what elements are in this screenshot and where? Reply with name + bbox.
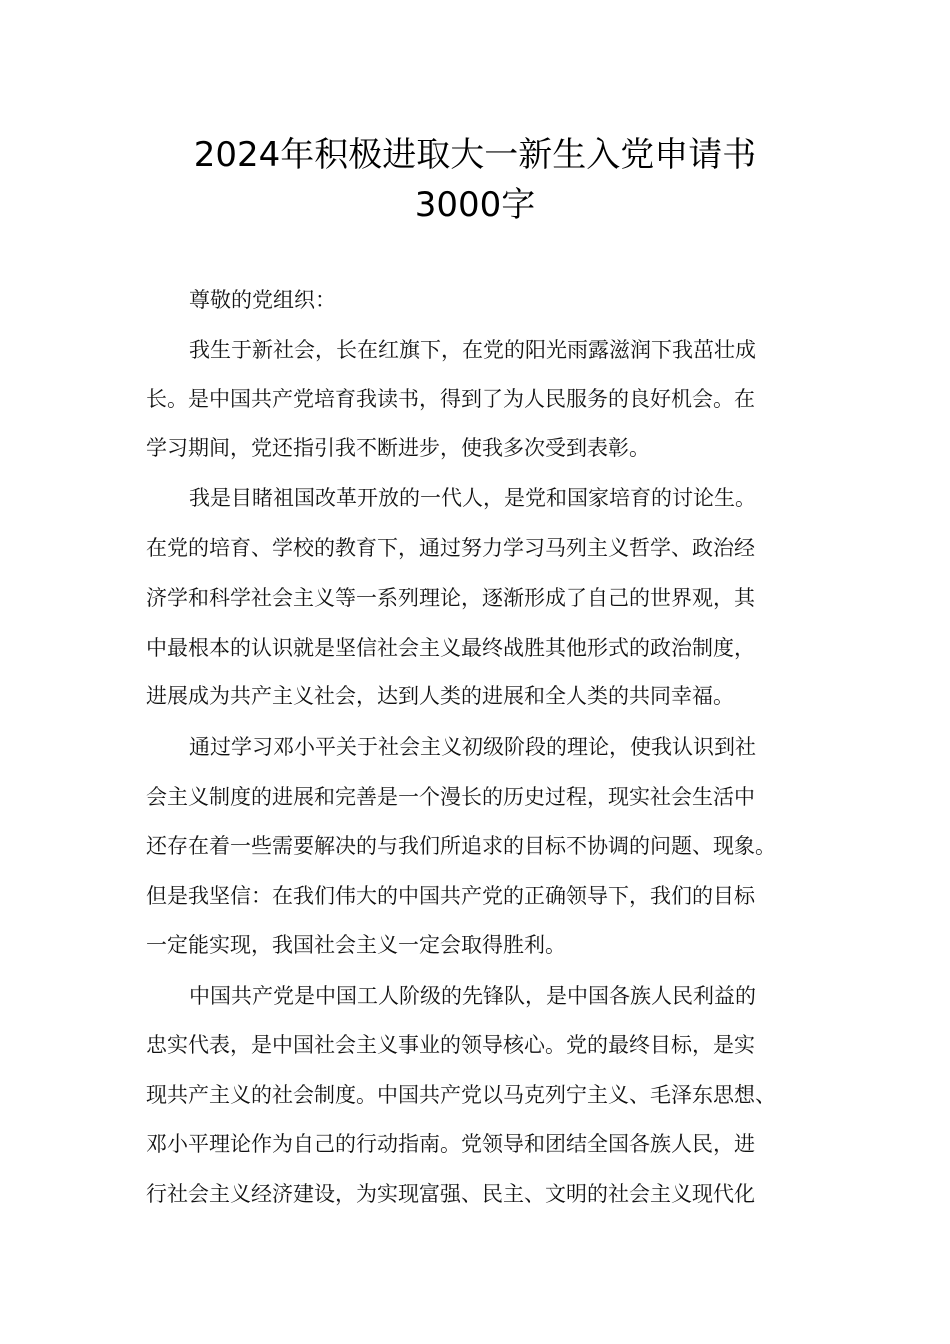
body-line: 忠实代表，是中国社会主义事业的领导核心。党的最终目标，是实 (146, 1033, 755, 1057)
document-title: 2024年积极进取大一新生入党申请书 (193, 135, 757, 175)
body-line: 我生于新社会，长在红旗下，在党的阳光雨露滋润下我茁壮成 (189, 338, 756, 362)
body-line: 学习期间，党还指引我不断进步，使我多次受到表彰。 (146, 436, 650, 460)
body-line: 一定能实现，我国社会主义一定会取得胜利。 (146, 933, 566, 957)
body-line: 行社会主义经济建设，为实现富强、民主、文明的社会主义现代化 (146, 1182, 755, 1206)
body-line: 还存在着一些需要解决的与我们所追求的目标不协调的问题、现象。 (146, 834, 776, 858)
body-line: 会主义制度的进展和完善是一个漫长的历史过程，现实社会生活中 (146, 785, 755, 809)
salutation: 尊敬的党组织： (189, 288, 336, 312)
body-line: 邓小平理论作为自己的行动指南。党领导和团结全国各族人民，进 (146, 1132, 755, 1156)
body-line: 长。是中国共产党培育我读书，得到了为人民服务的良好机会。在 (146, 387, 755, 411)
body-line: 中国共产党是中国工人阶级的先锋队，是中国各族人民利益的 (189, 984, 756, 1008)
body-line: 济学和科学社会主义等一系列理论，逐渐形成了自己的世界观，其 (146, 586, 755, 610)
body-line: 中最根本的认识就是坚信社会主义最终战胜其他形式的政治制度， (146, 636, 755, 660)
body-line: 进展成为共产主义社会，达到人类的进展和全人类的共同幸福。 (146, 684, 734, 708)
document-title-subtitle: 3000字 (414, 185, 536, 225)
body-line: 现共产主义的社会制度。中国共产党以马克列宁主义、毛泽东思想、 (146, 1083, 776, 1107)
body-line: 我是目睹祖国改革开放的一代人，是党和国家培育的讨论生。 (189, 486, 756, 510)
body-line: 通过学习邓小平关于社会主义初级阶段的理论，使我认识到社 (189, 735, 756, 759)
body-line: 在党的培育、学校的教育下，通过努力学习马列主义哲学、政治经 (146, 536, 755, 560)
body-line: 但是我坚信：在我们伟大的中国共产党的正确领导下，我们的目标 (146, 884, 755, 908)
